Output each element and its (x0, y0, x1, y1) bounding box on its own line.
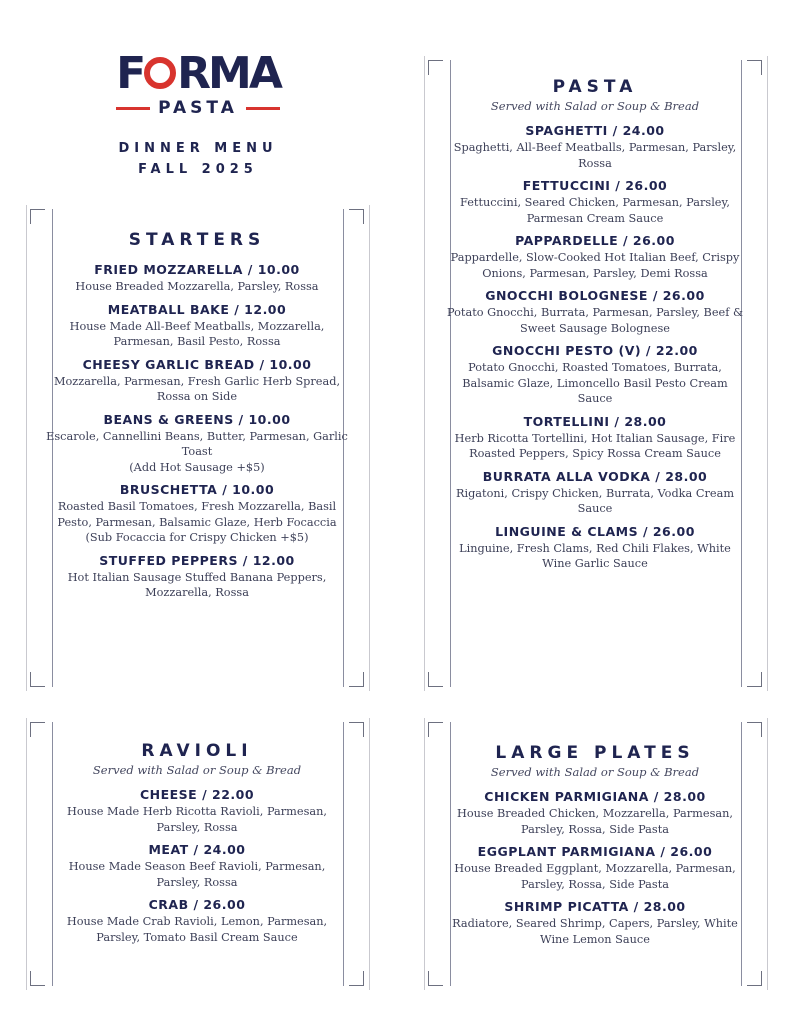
list-item (46, 481, 348, 546)
corner-ornament (349, 209, 364, 224)
section-subtitle: Served with Salad or Soup & Bread (490, 99, 700, 113)
list-item (444, 788, 746, 837)
list-item (444, 232, 746, 281)
list-item (46, 301, 348, 350)
brand-wordmark: F RMA (116, 48, 280, 99)
corner-ornament (349, 722, 364, 737)
item-name: EGGPLANT PARMIGIANA / 26.00 (477, 844, 713, 859)
item-name: GNOCCHI BOLOGNESE / 26.00 (485, 288, 705, 303)
list-item (46, 261, 348, 295)
starters-content (46, 229, 348, 601)
item-name: FRIED MOZZARELLA / 10.00 (94, 262, 300, 277)
ravioli-panel (26, 718, 370, 992)
logo-left-rule (116, 107, 150, 110)
item-description: Potato Gnocchi, Burrata, Parmesan, Parsley, Beef & Sweet Sausage Bolognese (446, 306, 744, 335)
list-item (46, 552, 348, 601)
item-description: Hot Italian Sausage Stuffed Banana Peppers, Mozzarella, Rossa (67, 570, 327, 599)
logo-subtitle (108, 98, 288, 118)
item-description: House Made All-Beef Meatballs, Mozzarella, Parmesan, Basil Pesto, Rossa (69, 319, 325, 348)
item-description: House Breaded Chicken, Mozzarella, Parmesan, Parsley, Rossa, Side Pasta (457, 807, 733, 836)
section-subtitle: Served with Salad or Soup & Bread (490, 765, 700, 779)
corner-ornament (428, 672, 443, 687)
large-plates-content (444, 742, 746, 947)
item-name: PAPPARDELLE / 26.00 (515, 233, 675, 248)
item-description: Potato Gnocchi, Roasted Tomatoes, Burrata, Balsamic Glaze, Limoncello Basil Pesto Cream Sauce (462, 361, 728, 405)
item-name: FETTUCCINI / 26.00 (522, 178, 668, 193)
list-item (444, 122, 746, 171)
list-item (46, 841, 348, 890)
pasta-panel (424, 56, 768, 693)
item-description: House Breaded Mozzarella, Parsley, Rossa (75, 280, 319, 293)
item-description: Linguine, Fresh Clams, Red Chili Flakes, White Wine Garlic Sauce (459, 541, 731, 570)
list-item (444, 177, 746, 226)
item-name: SPAGHETTI / 24.00 (525, 123, 665, 138)
item-description: Rigatoni, Crispy Chicken, Burrata, Vodka Cream Sauce (455, 486, 735, 515)
corner-ornament (747, 971, 762, 986)
section-subtitle: Served with Salad or Soup & Bread (92, 763, 302, 777)
forma-pasta-logo (108, 50, 288, 118)
item-note: (Add Hot Sausage +$5) (129, 460, 265, 474)
large-plates-panel (424, 718, 768, 992)
item-description: House Made Herb Ricotta Ravioli, Parmesan, Parsley, Rossa (67, 805, 327, 834)
item-description: Herb Ricotta Tortellini, Hot Italian Sausage, Fire Roasted Peppers, Spicy Rossa Cream Sauce (454, 431, 736, 460)
list-item (444, 898, 746, 947)
item-name: SHRIMP PICATTA / 28.00 (504, 899, 686, 914)
item-description: House Breaded Eggplant, Mozzarella, Parmesan, Parsley, Rossa, Side Pasta (454, 862, 736, 891)
item-name: TORTELLINI / 28.00 (523, 413, 667, 429)
item-description: Escarole, Cannellini Beans, Butter, Parmesan, Garlic Toast (46, 429, 348, 458)
menu-title: DINNER MENU (118, 141, 278, 156)
corner-ornament (428, 971, 443, 986)
section-title: PASTA (552, 77, 638, 97)
item-name: BRUSCHETTA / 10.00 (119, 482, 275, 497)
item-description: House Made Season Beef Ravioli, Parmesan, Parsley, Rossa (68, 860, 326, 889)
item-name: CHEESY GARLIC BREAD / 10.00 (82, 356, 312, 372)
logo-o-ring-icon (144, 57, 176, 89)
list-item (46, 411, 348, 476)
item-name: MEAT / 24.00 (148, 842, 246, 857)
section-title: RAVIOLI (141, 741, 253, 761)
item-name: CHICKEN PARMIGIANA / 28.00 (484, 789, 706, 804)
corner-ornament (428, 722, 443, 737)
list-item (444, 843, 746, 892)
item-name: CRAB / 26.00 (148, 897, 246, 912)
corner-ornament (747, 60, 762, 75)
list-item (444, 342, 746, 407)
section-title: STARTERS (128, 230, 266, 250)
item-note: (Sub Focaccia for Crispy Chicken +$5) (85, 531, 309, 544)
item-description: Pappardelle, Slow-Cooked Hot Italian Beef, Crispy Onions, Parmesan, Parsley, Demi Rossa (450, 251, 740, 280)
item-name: GNOCCHI PESTO (V) / 22.00 (492, 343, 698, 358)
pasta-content (444, 76, 746, 572)
corner-ornament (747, 672, 762, 687)
corner-ornament (349, 971, 364, 986)
menu-season: FALL 2025 (138, 162, 258, 177)
starters-panel (26, 205, 370, 693)
corner-ornament (30, 971, 45, 986)
item-description: Fettuccini, Seared Chicken, Parmesan, Parsley, Parmesan Cream Sauce (460, 196, 730, 225)
corner-ornament (30, 209, 45, 224)
corner-ornament (30, 722, 45, 737)
list-item (444, 287, 746, 336)
corner-ornament (30, 672, 45, 687)
item-name: LINGUINE & CLAMS / 26.00 (495, 523, 695, 539)
list-item (444, 523, 746, 572)
item-name: BEANS & GREENS / 10.00 (103, 411, 291, 427)
list-item (46, 896, 348, 945)
item-description: Roasted Basil Tomatoes, Fresh Mozzarella, Basil Pesto, Parmesan, Balsamic Glaze, Herb Focaccia (57, 500, 337, 529)
item-description: Spaghetti, All-Beef Meatballs, Parmesan, Parsley, Rossa (453, 141, 737, 170)
corner-ornament (747, 722, 762, 737)
item-description: Mozzarella, Parmesan, Fresh Garlic Herb Spread, Rossa on Side (53, 374, 341, 403)
item-name: STUFFED PEPPERS / 12.00 (99, 552, 295, 568)
item-name: BURRATA ALLA VODKA / 28.00 (482, 468, 708, 484)
item-name: CHEESE / 22.00 (139, 787, 255, 802)
list-item (444, 468, 746, 517)
section-title: LARGE PLATES (495, 743, 695, 763)
logo-sub-text: PASTA (158, 98, 238, 118)
ravioli-content (46, 740, 348, 945)
item-description: House Made Crab Ravioli, Lemon, Parmesan, Parsley, Tomato Basil Cream Sauce (66, 915, 328, 944)
list-item (46, 786, 348, 835)
list-item (46, 356, 348, 405)
item-name: MEATBALL BAKE / 12.00 (107, 301, 287, 317)
corner-ornament (428, 60, 443, 75)
logo-right-rule (246, 107, 280, 110)
item-description: Radiatore, Seared Shrimp, Capers, Parsley, White Wine Lemon Sauce (452, 917, 738, 946)
list-item (444, 413, 746, 462)
corner-ornament (349, 672, 364, 687)
